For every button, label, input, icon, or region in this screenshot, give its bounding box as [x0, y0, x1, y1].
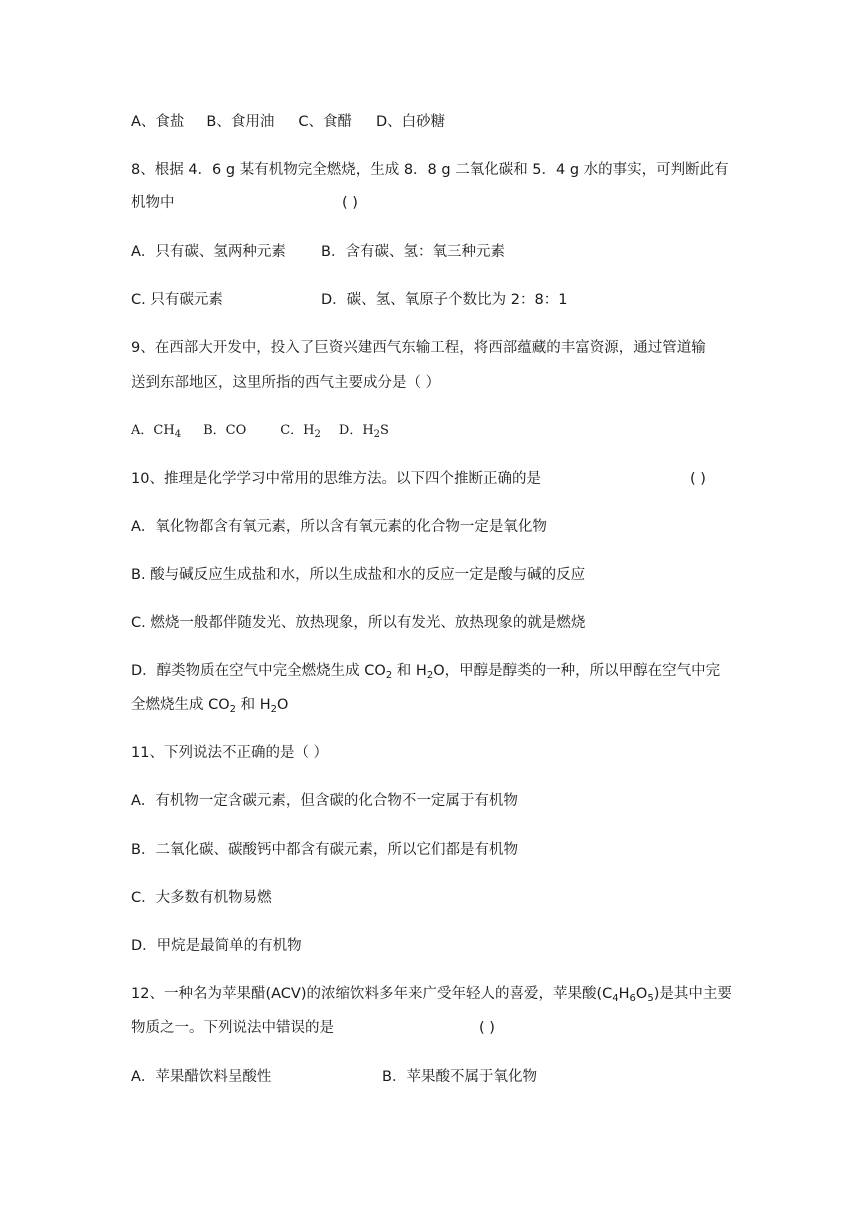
- q9-option-c-text: C．H: [280, 423, 315, 438]
- q10-stem: 10、推理是化学学习中常用的思维方法。以下四个推断正确的是: [131, 471, 541, 487]
- q12-sub-o: 5: [647, 993, 654, 1004]
- q12-stem-line1: [131, 984, 732, 1004]
- q8-stem-line1: 8、根据 4．6 g 某有机物完全燃烧，生成 8．8 g 二氧化碳和 5．4 g 水的事实，可判断此有: [131, 162, 729, 178]
- q10-option-d-sub3: 2: [229, 704, 237, 715]
- q10-option-d-text6: O: [277, 697, 289, 713]
- q9-options: [131, 421, 389, 441]
- q9-option-d-sub: 2: [373, 429, 381, 440]
- q10-option-d-line1: [131, 661, 720, 681]
- q10-option-d-line2: [131, 695, 288, 715]
- q12-stem-text4: )是其中主要: [653, 986, 732, 1002]
- q9-stem-line2: 送到东部地区，这里所指的西气主要成分是（ ）: [131, 375, 441, 391]
- q9-option-b: B．CO: [203, 423, 247, 438]
- q8-stem-line2: 机物中: [131, 195, 175, 211]
- q12-answer-blank: ( ): [479, 1020, 495, 1036]
- q12-stem-text2: H: [618, 986, 630, 1002]
- q8-option-a: A．只有碳、氢两种元素: [131, 244, 286, 260]
- q12-sub-h: 6: [629, 993, 636, 1004]
- q9-option-a: [131, 423, 181, 438]
- q10-option-a: A．氧化物都含有氧元素，所以含有氧元素的化合物一定是氧化物: [131, 519, 547, 535]
- q11-option-d: D．甲烷是最简单的有机物: [131, 938, 302, 954]
- q9-option-a-text: A．CH: [131, 423, 175, 438]
- q8-answer-blank: ( ): [342, 195, 358, 211]
- q8-option-c: C. 只有碳元素: [131, 292, 223, 308]
- q9-option-c: [280, 423, 321, 438]
- q12-sub-c: 4: [612, 993, 619, 1004]
- q8-option-d: D．碳、氢、氧原子个数比为 2：8：1: [321, 292, 568, 308]
- q7-option-c: C、食醋: [298, 114, 352, 130]
- q11-option-c: C．大多数有机物易燃: [131, 890, 272, 906]
- q10-option-d-sub4: 2: [270, 704, 278, 715]
- q9-stem-line1: 9、在西部大开发中，投入了巨资兴建西气东输工程，将西部蕴藏的丰富资源，通过管道输: [131, 340, 706, 356]
- q9-option-c-sub: 2: [314, 429, 321, 440]
- q12-stem-line2: 物质之一。下列说法中错误的是: [131, 1020, 334, 1036]
- q12-stem-text3: O: [635, 986, 648, 1002]
- q7-options: [131, 112, 445, 132]
- q11-stem: 11、下列说法不正确的是（ ）: [131, 745, 329, 761]
- q11-option-a: A．有机物一定含碳元素，但含碳的化合物不一定属于有机物: [131, 793, 518, 809]
- q10-option-d-text4: 全燃烧生成 CO: [131, 697, 230, 713]
- q9-option-d-text2: S: [380, 423, 389, 438]
- q9-option-d-text: D．H: [338, 423, 374, 438]
- q9-option-d: [339, 423, 389, 438]
- q10-option-d-text3: O，甲醇是醇类的一种，所以甲醇在空气中完: [433, 663, 721, 679]
- q11-option-b: B．二氧化碳、碳酸钙中都含有碳元素，所以它们都是有机物: [131, 842, 518, 858]
- q10-answer-blank: ( ): [690, 471, 706, 487]
- q9-option-a-sub: 4: [174, 429, 182, 440]
- q7-option-a: A、食盐: [131, 114, 185, 130]
- q10-option-d-text5: 和 H: [236, 697, 271, 713]
- q10-option-b: B. 酸与碱反应生成盐和水，所以生成盐和水的反应一定是酸与碱的反应: [131, 567, 586, 583]
- q10-option-d-sub2: 2: [426, 670, 434, 681]
- q10-option-c: C. 燃烧一般都伴随发光、放热现象，所以有发光、放热现象的就是燃烧: [131, 615, 586, 631]
- q10-option-d-sub1: 2: [385, 670, 393, 681]
- q10-option-d-text2: 和 H: [392, 663, 427, 679]
- q8-option-b: B．含有碳、氢：氧三种元素: [321, 244, 505, 260]
- q12-option-a: A．苹果醋饮料呈酸性: [131, 1069, 272, 1085]
- q10-option-d-text1: D．醇类物质在空气中完全燃烧生成 CO: [131, 663, 386, 679]
- q7-option-d: D、白砂糖: [376, 114, 446, 130]
- q12-option-b: B．苹果酸不属于氧化物: [382, 1069, 537, 1085]
- q12-stem-text1: 12、一种名为苹果醋(ACV)的浓缩饮料多年来广受年轻人的喜爱，苹果酸(C: [131, 986, 613, 1002]
- q7-option-b: B、食用油: [206, 114, 275, 130]
